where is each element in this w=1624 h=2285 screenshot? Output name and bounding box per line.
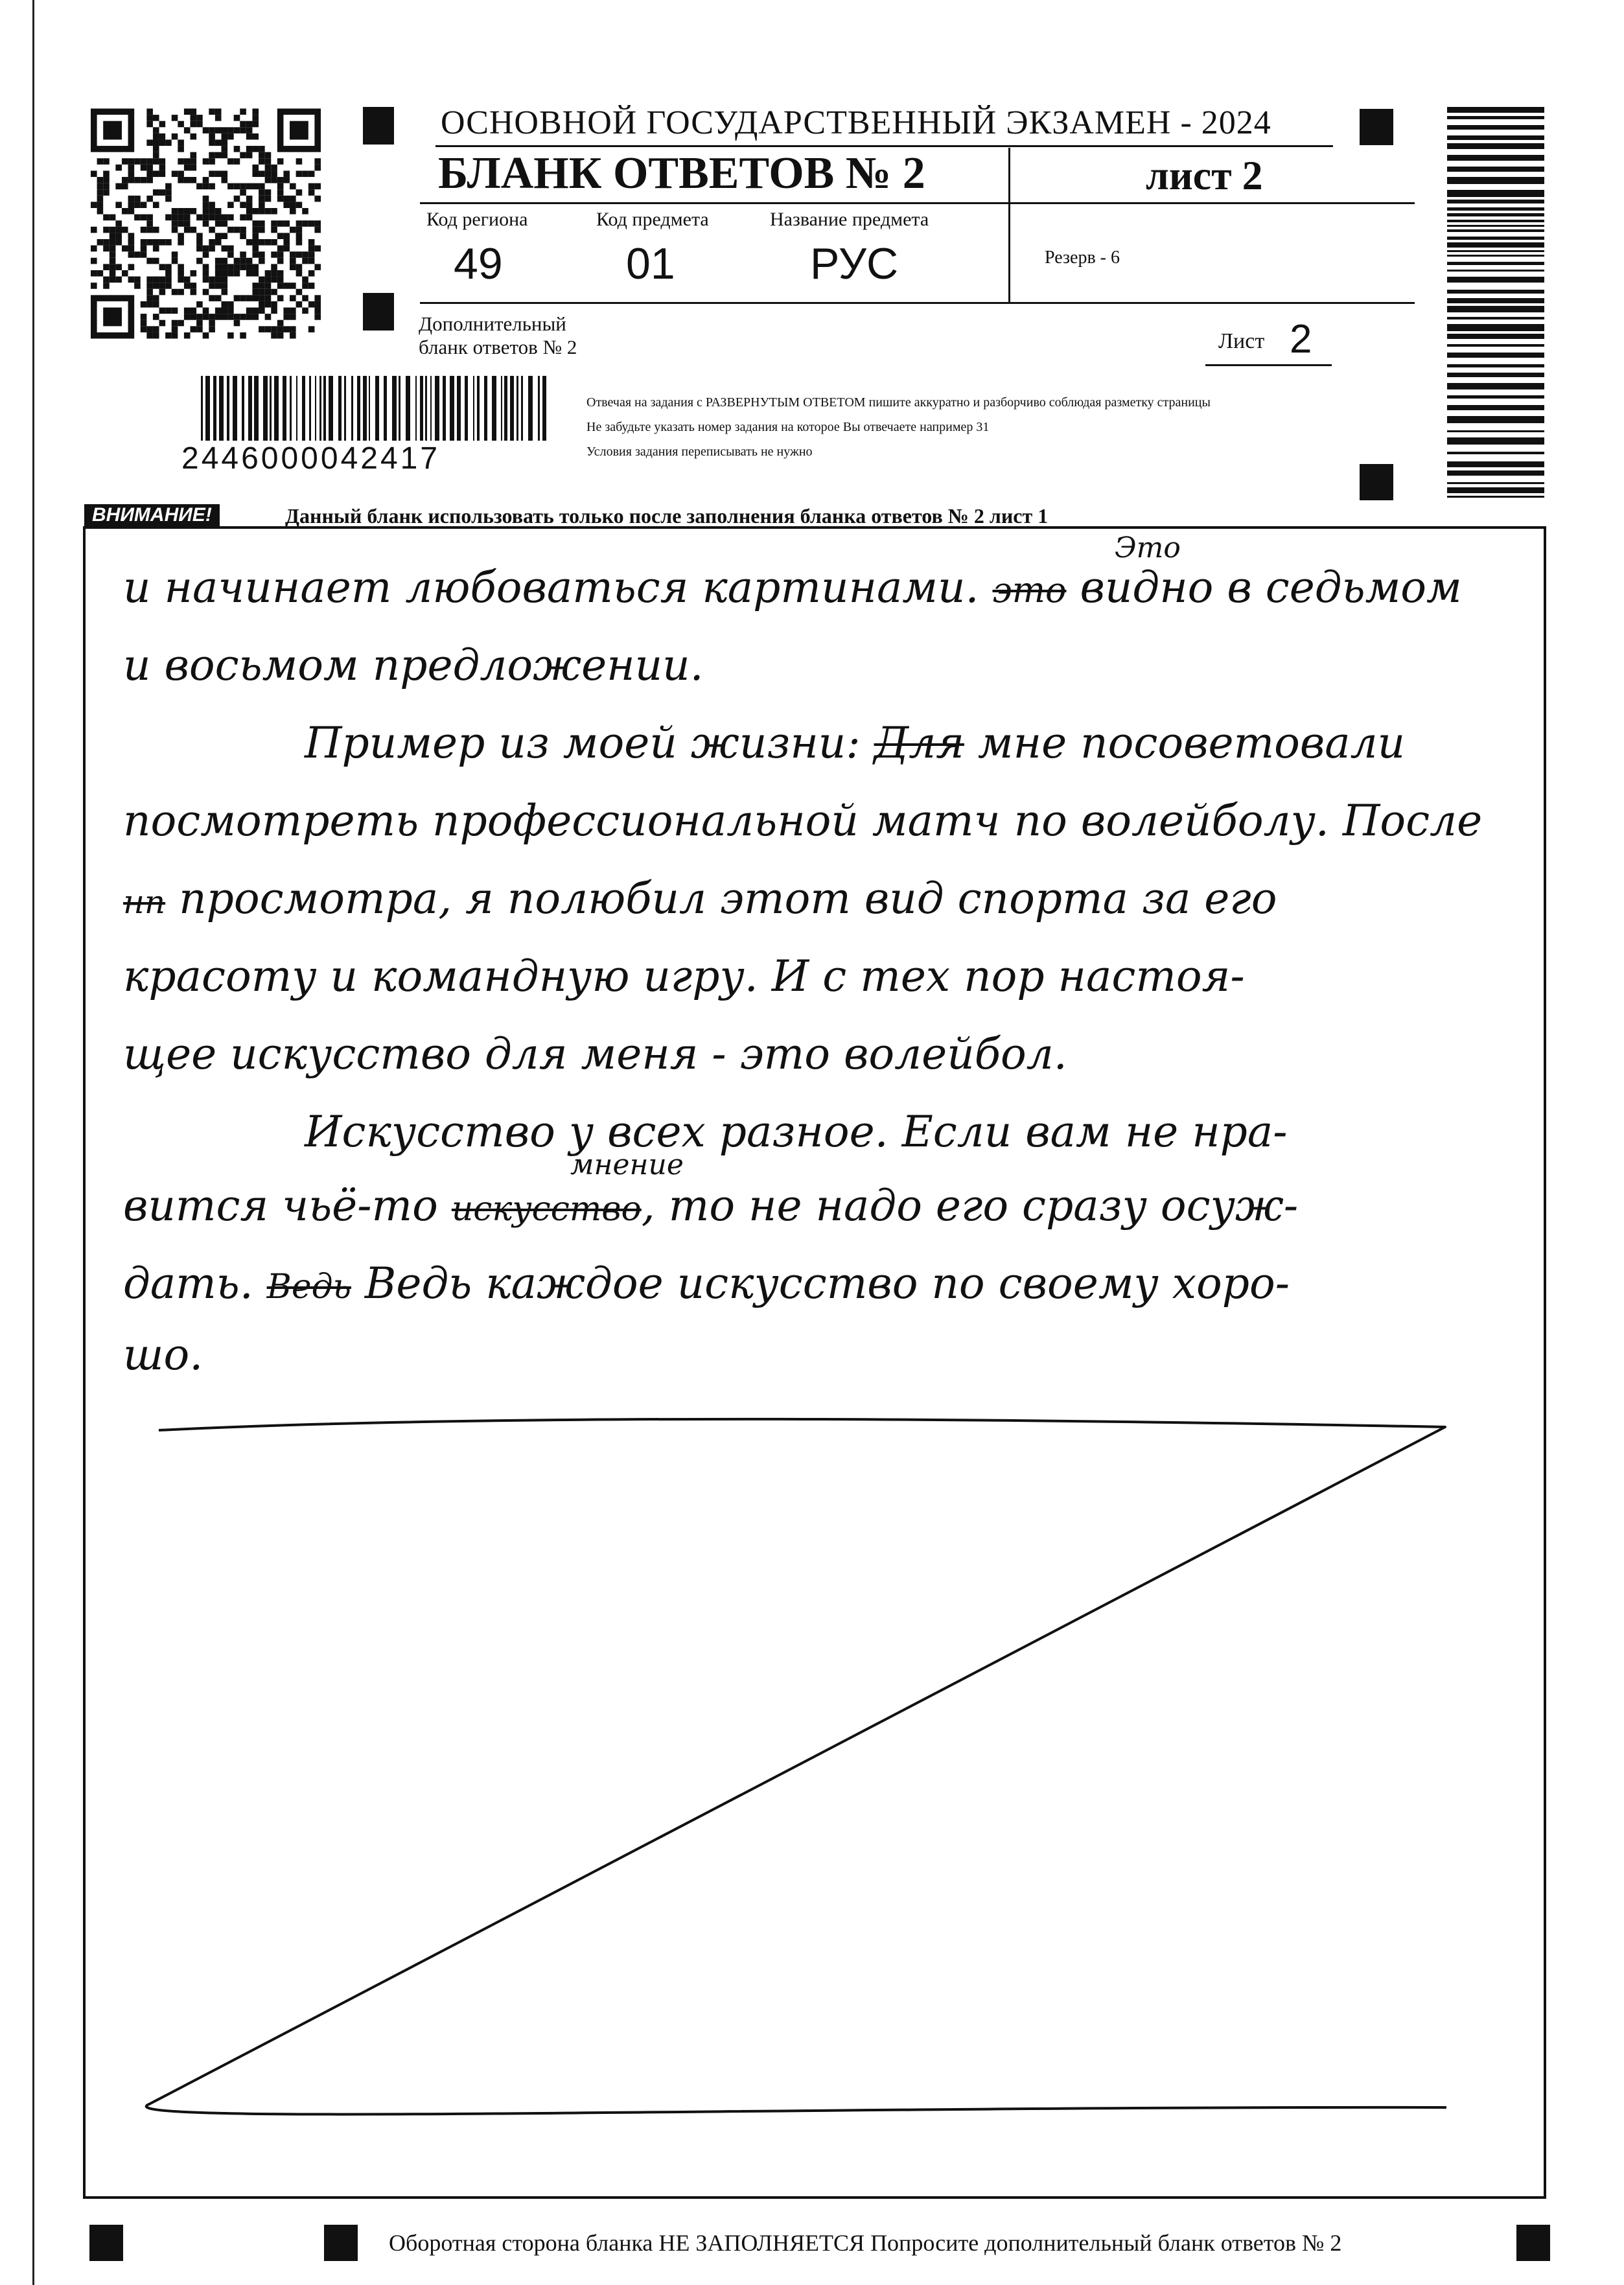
sheet-small-label: Лист <box>1218 329 1265 353</box>
instruction-line-1: Отвечая на задания с РАЗВЕРНУТЫМ ОТВЕТОМ пишите аккуратно и разборчиво соблюдая разметку страницы <box>586 395 1211 410</box>
corner-marker-bottom-mid <box>324 2225 358 2261</box>
corner-marker-bottom-left <box>89 2225 123 2261</box>
attention-text: Данный бланк использовать только после заполнения бланка ответов № 2 лист 1 <box>285 504 1049 528</box>
struck-word-5: Ведь <box>266 1268 351 1306</box>
answer-line-10-start: дать. <box>123 1258 253 1308</box>
subject-code-label: Код предмета <box>596 209 709 230</box>
subject-code-value: 01 <box>626 239 675 288</box>
instruction-line-2: Не забудьте указать номер задания на которое Вы отвечаете например 31 <box>586 420 990 434</box>
subject-name-label: Название предмета <box>770 209 929 230</box>
struck-word-2: Для <box>874 718 964 768</box>
answer-line-4: посмотреть профессиональной матч по волейболу. После <box>123 796 1483 846</box>
sheet-title: лист 2 <box>1146 152 1263 198</box>
insert-above-1: Это <box>1115 531 1181 564</box>
answer-line-10-end: Ведь каждое искусство по своему хоро- <box>364 1258 1290 1308</box>
answer-line-2: и восьмом предложении. <box>123 640 704 690</box>
answer-line-6: красоту и командную игру. И с тех пор настоя- <box>123 951 1245 1001</box>
additional-form-label-line-1: Дополнительный <box>419 312 566 335</box>
answer-line-3-end: мне посоветовали <box>977 718 1406 768</box>
answer-line-9-start: вится чьё-то <box>123 1181 438 1231</box>
struck-word-1: это <box>992 570 1067 610</box>
footer-text: Оборотная сторона бланка НЕ ЗАПОЛНЯЕТСЯ Попросите дополнительный бланк ответов № 2 <box>389 2230 1342 2256</box>
instruction-line-3: Условия задания переписывать не нужно <box>586 445 813 459</box>
region-code-label: Код региона <box>426 209 528 230</box>
corner-marker-bottom-right <box>1516 2225 1550 2261</box>
answer-line-1-end: видно в седьмом <box>1080 563 1462 612</box>
barcode-number: 2446000042417 <box>181 441 441 476</box>
answer-line-3-start: Пример из моей жизни: <box>305 718 861 768</box>
answer-line-8: Искусство у всех разное. Если вам не нра- <box>305 1107 1288 1157</box>
form-title: БЛАНК ОТВЕТОВ № 2 <box>438 148 925 198</box>
region-code-value: 49 <box>454 239 503 288</box>
answer-line-1-text: и начинает любоваться картинами. <box>123 563 979 612</box>
insert-above-2: мнение <box>570 1148 684 1181</box>
answer-line-7: щее искусство для меня - это волейбол. <box>123 1029 1067 1079</box>
attention-badge: ВНИМАНИЕ! <box>84 504 220 526</box>
struck-word-4: искусство <box>451 1190 642 1229</box>
sheet-number: 2 <box>1290 317 1312 362</box>
answer-line-9-end: , то не надо его сразу осуж- <box>641 1181 1299 1231</box>
exam-title: ОСНОВНОЙ ГОСУДАРСТВЕННЫЙ ЭКЗАМЕН - 2024 <box>441 104 1271 141</box>
struck-word-3: нп <box>123 883 166 921</box>
subject-name-value: РУС <box>810 239 899 288</box>
additional-form-label-line-2: бланк ответов № 2 <box>419 336 577 358</box>
answer-line-11: шо. <box>123 1330 203 1380</box>
reserve-label: Резерв - 6 <box>1045 248 1120 268</box>
answer-line-5-text: просмотра, я полюбил этот вид спорта за его <box>179 874 1277 923</box>
